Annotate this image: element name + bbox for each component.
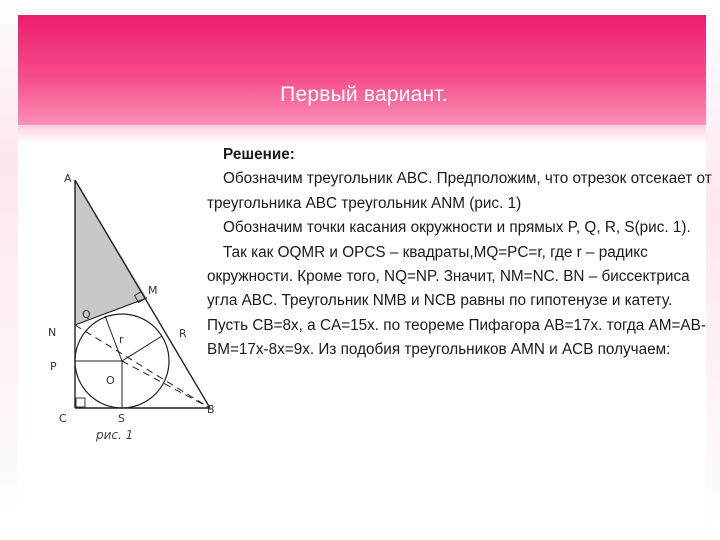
solution-text (207, 143, 712, 363)
label-o: O (106, 374, 115, 387)
paragraph-3: Так как OQMR и OPCS – квадраты,MQ=PC=r, где r – радикс окружности. Кроме того, NQ=NP. Значит, NM=NC. BN – биссектриса угла ABC. Треугольник NMB и NCB равны по гипотенузе и катету. Пусть CB=8x, а CA=15x. по теореме Пифагора AB=17x. тогда AM=AB-BM=17x-8x=9x. Из подобия треугольников AMN и ACB получаем: (207, 243, 706, 359)
title-band (18, 15, 706, 125)
figure-caption: рис. 1 (96, 428, 134, 442)
paragraph-1: Обозначим треугольник ABC. Предположим, что отрезок отсекает от треугольника ABC треугольник ANM (рис. 1) (207, 170, 712, 212)
dashed-line-n (75, 325, 210, 408)
paragraph-2: Обозначим точки касания окружности и прямых P, Q, R, S(рис. 1). (223, 219, 691, 237)
slide-title: Первый вариант. (280, 83, 448, 106)
solution-heading: Решение: (223, 146, 295, 163)
label-q: Q (82, 308, 91, 321)
label-r-point: R (179, 327, 187, 340)
label-b: B (207, 403, 215, 416)
left-decor-band (0, 0, 18, 540)
label-s: S (118, 412, 125, 425)
label-a: A (64, 172, 72, 185)
label-p: P (50, 360, 57, 373)
shaded-triangle-anm (75, 180, 147, 325)
right-angle-c (76, 398, 85, 407)
label-n: N (48, 326, 57, 339)
label-r-radius: r (119, 333, 124, 346)
label-c: C (59, 412, 67, 425)
label-m: M (148, 284, 158, 297)
triangle-figure (42, 160, 232, 450)
